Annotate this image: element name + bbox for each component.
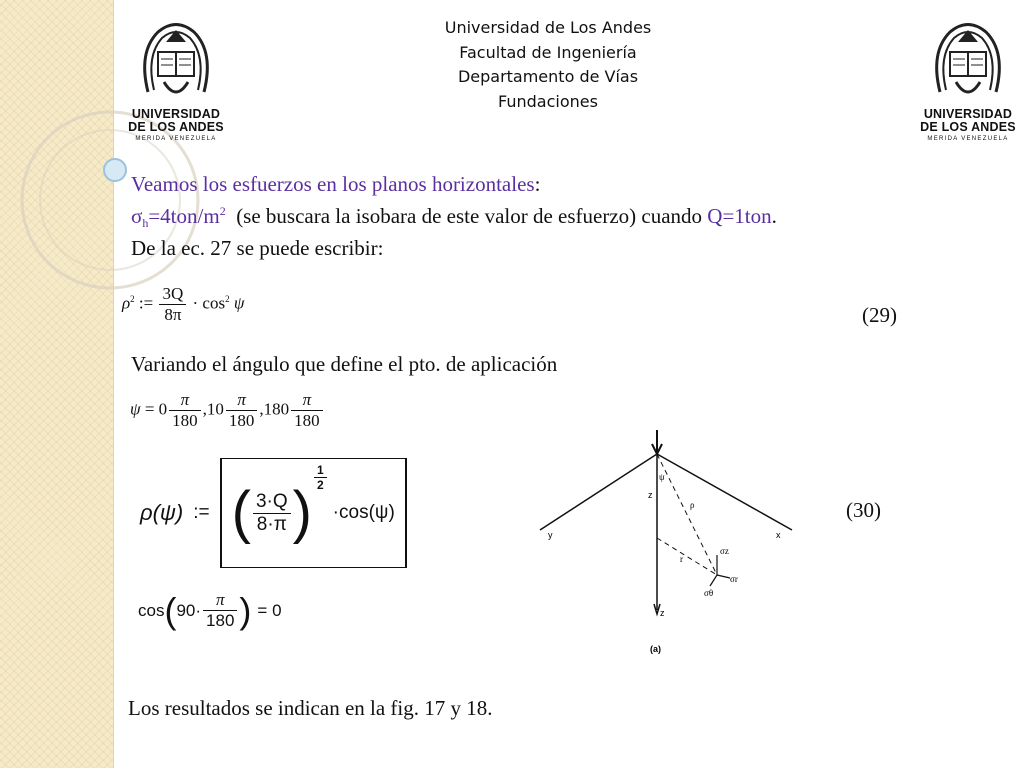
logo-name: UNIVERSIDAD: [131, 107, 221, 121]
diagram-x: x: [776, 530, 781, 540]
psi-range-a: 0: [158, 399, 168, 419]
sigma-symbol: σ: [131, 204, 143, 228]
psi-range-frac-1: [169, 390, 201, 431]
sigma-superscript: 2: [219, 204, 226, 218]
rho-func-lhs: ρ(ψ): [140, 500, 184, 525]
cos-check-fraction: [203, 590, 237, 631]
text-line-5: Los resultados se indican en la fig. 17 y 18.: [128, 696, 493, 720]
university-logo-left: [128, 12, 224, 142]
diagram-z-top: z: [648, 490, 653, 500]
equation-29-label: (29): [862, 303, 897, 327]
header-faculty: Facultad de Ingeniería: [459, 42, 637, 62]
logo-name-2: DE LOS ANDES: [920, 120, 1016, 134]
seal-icon: [920, 12, 1016, 108]
psi-range-den-2: 180: [228, 411, 255, 430]
diagram-sigma-r: σr: [730, 574, 738, 584]
rho-func-exponent: [314, 463, 327, 492]
cos-check-equation: [138, 590, 282, 631]
seal-icon: [128, 12, 224, 108]
diagram-sigma-theta: σθ: [704, 588, 714, 598]
sigma-r-arrow: [717, 575, 730, 578]
logo-city: MERIDA VENEZUELA: [927, 136, 1009, 142]
rho-func-exp-num: 1: [314, 463, 327, 478]
right-paren: ): [292, 480, 312, 545]
cos-check-pi: π: [203, 590, 237, 611]
rho-func-fraction: [253, 491, 291, 536]
diagram-psi: ψ: [659, 472, 665, 482]
sigma-subscript: h: [142, 216, 149, 230]
cos-check-fn: cos: [138, 600, 165, 620]
eq29-assign: :=: [138, 293, 154, 313]
cos-check-lparen: (: [164, 589, 177, 631]
psi-range-pi-3: π: [291, 390, 323, 411]
eq29-den: 8π: [164, 305, 182, 324]
q-period: .: [771, 204, 777, 228]
psi-range-den-3: 180: [294, 411, 320, 430]
rho-func-cos: ·cos(ψ): [332, 502, 395, 523]
psi-range-den-1: 180: [172, 411, 198, 430]
text-line-1-main: Veamos los esfuerzos en los planos horizontales: [131, 172, 535, 196]
cos-check-result: = 0: [257, 600, 282, 620]
header-course: Fundaciones: [498, 91, 598, 111]
eq29-psi: ψ: [233, 293, 245, 313]
cos-check-rparen: ): [239, 589, 252, 631]
diagram-z-bottom: z: [660, 608, 665, 618]
eq29-fraction: [159, 284, 186, 325]
eq29-rho: ρ: [122, 293, 131, 313]
logo-city: MERIDA VENEZUELA: [135, 136, 217, 142]
rho-func-num: 3·Q: [253, 491, 291, 514]
sigma-theta-arrow: [710, 575, 717, 586]
psi-range-b: ,10: [202, 399, 224, 419]
cos-check-arg: 90·: [176, 600, 202, 620]
equation-30-label: (30): [846, 498, 881, 522]
header-department: Departamento de Vías: [457, 67, 639, 86]
psi-range-c: ,180: [259, 399, 290, 419]
psi-range-frac-2: [226, 390, 258, 431]
q-value: Q=1ton: [707, 204, 772, 228]
header-university: Universidad de Los Andes: [444, 18, 652, 37]
psi-range-eq: =: [144, 399, 155, 419]
rho-line: [657, 454, 717, 575]
sigma-value: =4ton/m: [148, 204, 220, 228]
cos-check-den: 180: [206, 611, 235, 630]
text-line-1-colon: :: [534, 172, 541, 196]
university-logo-right: [920, 12, 1016, 142]
rho-function-equation: [140, 458, 407, 568]
text-line-1: [131, 172, 540, 197]
diagram-r: r: [680, 554, 683, 564]
text-line-3: De la ec. 27 se puede escribir:: [131, 236, 384, 260]
eq29-cos-exp: 2: [225, 293, 230, 304]
eq29-exp: 2: [130, 293, 135, 304]
diagram-rho: ρ: [690, 500, 695, 510]
rho-func-exp-den: 2: [316, 478, 324, 492]
psi-range-lhs: ψ: [130, 399, 141, 419]
text-line-2: [131, 204, 777, 231]
logo-name-2: DE LOS ANDES: [128, 120, 224, 134]
psi-range-equation: [130, 390, 325, 431]
y-axis-line: [540, 454, 657, 530]
diagram-sigma-z: σz: [720, 546, 729, 556]
sigma-rest: (se buscara la isobara de este valor de esfuerzo) cuando: [225, 204, 708, 228]
equation-29: [122, 284, 244, 325]
psi-range-pi-2: π: [226, 390, 258, 411]
x-axis-line: [657, 454, 792, 530]
text-line-4: Variando el ángulo que define el pto. de aplicación: [131, 352, 558, 376]
stress-diagram: [530, 430, 810, 660]
left-paren: (: [231, 480, 251, 545]
r-line: [657, 538, 717, 575]
rho-func-den: 8·π: [256, 513, 287, 535]
rho-func-bracket: [220, 458, 407, 568]
eq29-num: 3Q: [159, 284, 186, 305]
eq29-cos: · cos: [192, 293, 226, 313]
psi-range-frac-3: [291, 390, 323, 431]
slide-header: [380, 16, 716, 114]
diagram-caption: (a): [650, 644, 661, 654]
logo-name: UNIVERSIDAD: [923, 107, 1013, 121]
rho-func-assign: :=: [193, 502, 210, 523]
diagram-y: y: [548, 530, 553, 540]
psi-range-pi-1: π: [169, 390, 201, 411]
